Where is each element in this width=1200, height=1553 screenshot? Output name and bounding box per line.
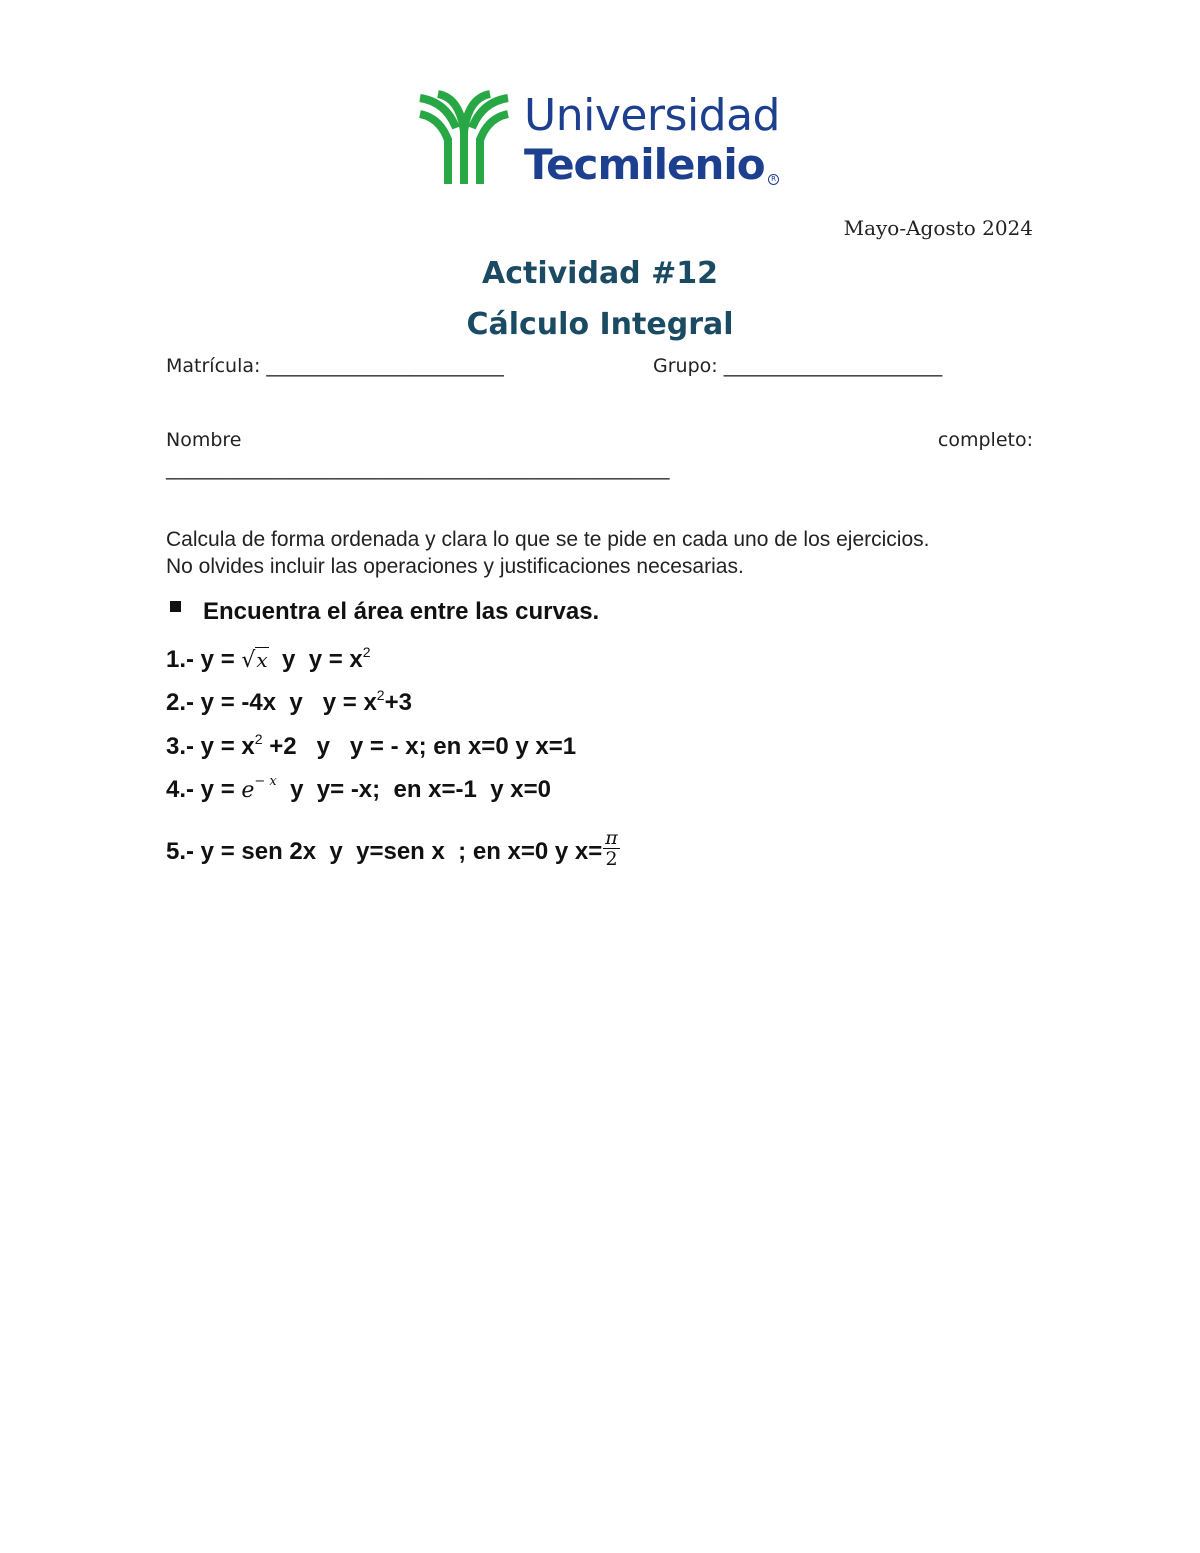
grupo-field: Grupo: _______________________ bbox=[653, 355, 943, 377]
exercise-3-prefix: 3.- y = x bbox=[166, 733, 255, 760]
exponential-base: e bbox=[241, 778, 255, 803]
exercise-2 bbox=[166, 689, 412, 717]
exercise-1 bbox=[166, 645, 371, 674]
exercise-5-prefix: 5.- y = sen 2x y y=sen x ; en x=0 y x= bbox=[166, 837, 603, 865]
exercise-1-prefix: 1.- y = bbox=[166, 646, 242, 673]
pi-over-two-fraction bbox=[603, 828, 620, 869]
tecmilenio-leaf-icon bbox=[416, 88, 512, 188]
exercise-1-rest: y y = x bbox=[268, 646, 363, 673]
exponential-expression bbox=[241, 774, 277, 803]
activity-title: Actividad #12 bbox=[482, 256, 718, 291]
logo-text-tecmilenio: Tecmilenio bbox=[524, 140, 765, 189]
logo-text-universidad: Universidad bbox=[524, 90, 780, 141]
exercise-4-rest: y y= -x; en x=-1 y x=0 bbox=[276, 776, 551, 803]
registered-mark: R bbox=[768, 174, 779, 185]
exercise-5 bbox=[166, 827, 620, 873]
fraction-numerator: π bbox=[605, 827, 618, 849]
instructions bbox=[166, 526, 1046, 580]
exercise-1-exponent: 2 bbox=[362, 644, 371, 660]
instructions-line-1: Calcula de forma ordenada y clara lo que se te pide en cada uno de los ejercicios. bbox=[166, 528, 930, 551]
matricula-field: Matrícula: _________________________ bbox=[166, 355, 504, 377]
exercise-3-exponent: 2 bbox=[254, 731, 263, 747]
course-title: Cálculo Integral bbox=[466, 307, 734, 342]
radical-icon: √ bbox=[241, 648, 256, 673]
exercise-2-exponent: 2 bbox=[376, 687, 385, 703]
exercise-3-rest: +2 y y = - x; en x=0 y x=1 bbox=[262, 733, 577, 760]
academic-period: Mayo-Agosto 2024 bbox=[843, 216, 1033, 240]
exercise-2-prefix: 2.- y = -4x y y = x bbox=[166, 689, 377, 716]
exercise-3 bbox=[166, 733, 576, 761]
nombre-label: Nombre bbox=[166, 429, 242, 451]
instructions-line-2: No olvides incluir las operaciones y justificaciones necesarias. bbox=[166, 555, 744, 578]
university-logo bbox=[416, 88, 786, 192]
exercise-4-prefix: 4.- y = bbox=[166, 776, 242, 803]
fraction-denominator: 2 bbox=[605, 848, 618, 870]
sqrt-argument: x bbox=[256, 648, 268, 672]
sqrt-expression bbox=[241, 645, 268, 673]
completo-label: completo: bbox=[937, 429, 1033, 451]
square-bullet-icon bbox=[170, 601, 181, 612]
exercise-4 bbox=[166, 776, 551, 804]
exercise-2-rest: +3 bbox=[384, 689, 412, 716]
nombre-blank-line: _____________________________________________________ bbox=[166, 458, 670, 480]
exponential-power: − x bbox=[254, 774, 277, 789]
section-heading-text: Encuentra el área entre las curvas. bbox=[203, 598, 600, 625]
